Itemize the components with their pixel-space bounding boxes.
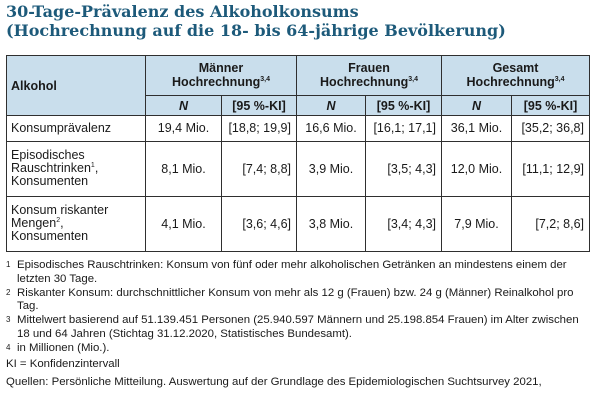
table-cell: 16,6 Mio.	[297, 116, 366, 142]
row-header-cell: Alkohol	[7, 56, 146, 116]
abbreviation-note: KI = Konfidenzintervall	[6, 357, 120, 370]
table-cell: 36,1 Mio.	[442, 116, 512, 142]
table-cell: 4,1 Mio.	[146, 196, 222, 251]
col-ci-frauen: [95 %-KI]	[366, 95, 442, 115]
row-label: Konsum riskanter Mengen$^2$, Konsumenten	[7, 196, 146, 251]
table-cell: [3,6; 4,6]	[222, 196, 297, 251]
table-cell: [18,8; 19,9]	[222, 116, 297, 142]
col-ci-gesamt: [95 %-KI]	[512, 95, 590, 115]
col-n-maenner: N	[146, 95, 222, 115]
table-row	[7, 196, 590, 251]
table-cell: 12,0 Mio.	[442, 141, 512, 196]
table-cell: [7,4; 8,8]	[222, 141, 297, 196]
footnote: 2 Riskanter Konsum: durchschnittlicher Konsum von mehr als 12 g (Frauen) bzw. 24 g (Männer) Reinalkohol pro Tag.	[6, 286, 574, 313]
row-label: Konsumprävalenz	[7, 116, 146, 142]
prevalence-table	[6, 55, 590, 252]
table-cell: 8,1 Mio.	[146, 141, 222, 196]
table-cell: [3,4; 4,3]	[366, 196, 442, 251]
col-n-frauen: N	[297, 95, 366, 115]
group-header-gesamt: Gesamt Hochrechnung$^{3,4}$	[442, 56, 590, 96]
group-header-maenner: Männer Hochrechnung$^{3,4}$	[146, 56, 297, 96]
table-row	[7, 141, 590, 196]
table-cell: [7,2; 8,6]	[512, 196, 590, 251]
row-label: Episodisches Rauschtrinken$^1$, Konsumenten	[7, 141, 146, 196]
table-cell: 19,4 Mio.	[146, 116, 222, 142]
group-header-frauen: Frauen Hochrechnung$^{3,4}$	[297, 56, 442, 96]
table-cell: [11,1; 12,9]	[512, 141, 590, 196]
table-cell: 3,9 Mio.	[297, 141, 366, 196]
table-cell: 3,8 Mio.	[297, 196, 366, 251]
table-header-row	[7, 56, 590, 96]
title-line-2: (Hochrechnung auf die 18- bis 64-jährige Bevölkerung)	[6, 21, 506, 40]
col-ci-maenner: [95 %-KI]	[222, 95, 297, 115]
page-title	[6, 2, 596, 40]
footnotes	[6, 259, 594, 390]
table-cell: [3,5; 4,3]	[366, 141, 442, 196]
table-cell: 7,9 Mio.	[442, 196, 512, 251]
title-line-1: 30-Tage-Prävalenz des Alkoholkonsums	[6, 2, 359, 21]
footnote: 1 Episodisches Rauschtrinken: Konsum von fünf oder mehr alkoholischen Getränken an mindestens einem der letzten 30 Tage.	[6, 259, 567, 285]
table-row	[7, 116, 590, 142]
source-note: Quellen: Persönliche Mitteilung. Auswertung auf der Grundlage des Epidemiologischen Suchtsurvey 2021,	[6, 376, 542, 389]
table-cell: [35,2; 36,8]	[512, 116, 590, 142]
footnote: 4 in Millionen (Mio.).	[6, 341, 110, 354]
col-n-gesamt: N	[442, 95, 512, 115]
table-cell: [16,1; 17,1]	[366, 116, 442, 142]
footnote: 3 Mittelwert basierend auf 51.139.451 Personen (25.940.597 Männern und 25.198.854 Frauen) im Alter zwischen 18 und 64 Jahren (Stichtag 31.12.2020, Statistisches Bundesamt).	[6, 314, 579, 340]
